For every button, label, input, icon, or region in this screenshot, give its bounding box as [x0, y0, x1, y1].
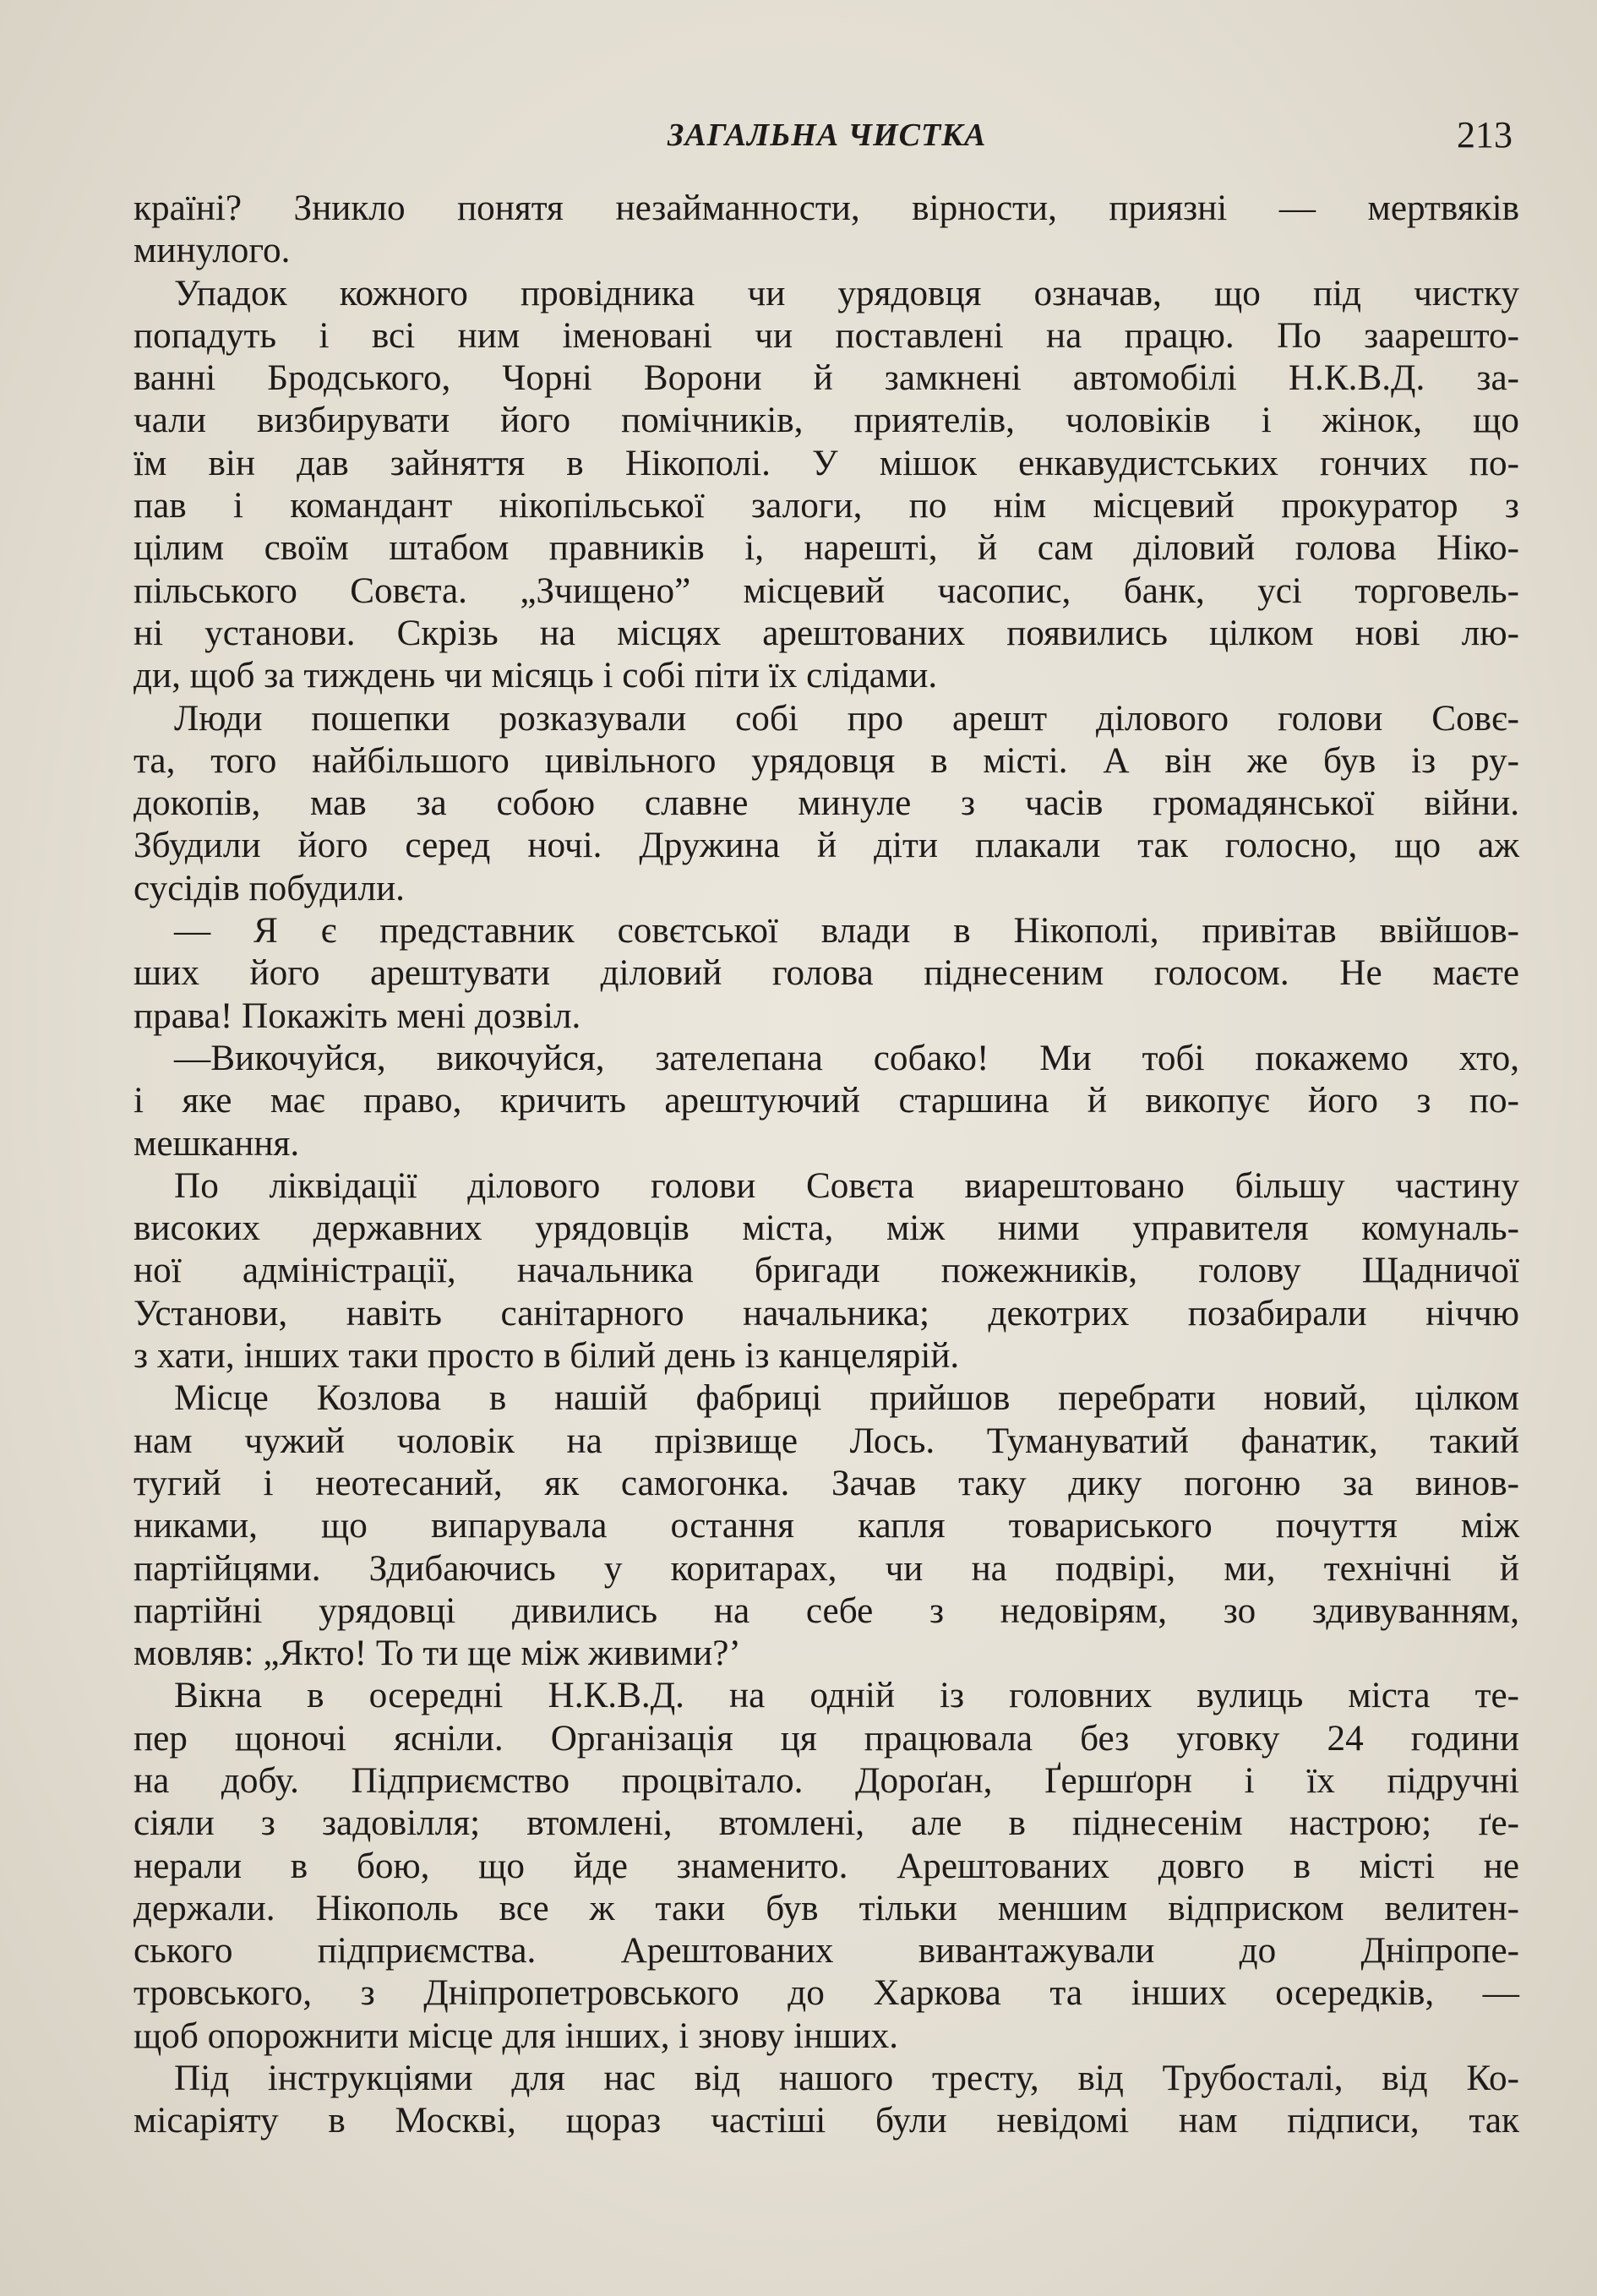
text-line: тугий і неотесаний, як самогонка. Зачав таку дику погоню за винов- — [134, 1463, 1519, 1503]
text-line: ної адміністрації, начальника бригади пожежників, голову Щадничої — [134, 1251, 1519, 1291]
text-line: Місце Козлова в нашій фабриці прийшов перебрати новий, цілком — [174, 1378, 1519, 1419]
text-line: пав і командант нікопільської залоги, по нім місцевий прокуратор з — [134, 486, 1519, 526]
text-line: Люди пошепки розказували собі про арешт ділового голови Совє- — [174, 698, 1519, 739]
body-text — [134, 188, 1519, 2143]
text-line: місаріяту в Москві, щораз частіші були невідомі нам підписи, так — [134, 2101, 1519, 2141]
text-line: ського підприємства. Арештованих вивантажували до Дніпропе- — [134, 1931, 1519, 1972]
text-line: і яке має право, кричить арештуючий старшина й викопує його з по- — [134, 1081, 1519, 1121]
text-line: сіяли з задовілля; втомлені, втомлені, але в піднесенім настрою; ґе- — [134, 1803, 1519, 1844]
text-line: цілим своїм штабом правників і, нарешті, й сам діловий голова Ніко- — [134, 528, 1519, 569]
paragraph — [134, 1038, 1519, 1165]
paragraph — [134, 910, 1519, 1038]
text-line: —Викочуйся, викочуйся, зателепана собако! Ми тобі покажемо хто, — [174, 1038, 1519, 1078]
text-line: никами, що випарувала остання капля товариського почуття між — [134, 1506, 1519, 1546]
text-line: ших його арештувати діловий голова піднесеним голосом. Не маєте — [134, 953, 1519, 994]
paragraph — [134, 698, 1519, 910]
text-line: Упадок кожного провідника чи урядовця означав, що під чистку — [174, 273, 1519, 314]
paragraph — [134, 1377, 1519, 1675]
text-line: на добу. Підприємство процвітало. Дороґан, Ґершґорн і їх підручні — [134, 1760, 1519, 1801]
text-line: ванні Бродського, Чорні Ворони й замкнені автомобілі Н.К.В.Д. за- — [134, 358, 1519, 399]
text-line: держали. Нікополь все ж таки був тільки меншим відприском велитен- — [134, 1888, 1519, 1928]
text-line: минулого. — [134, 231, 291, 271]
text-line: тровського, з Дніпропетровського до Харкова та інших осередків, — — [134, 1973, 1519, 2014]
text-line: сусідів побудили. — [134, 868, 405, 908]
text-line: їм він дав зайняття в Нікополі. У мішок енкавудистських гончих по- — [134, 443, 1519, 483]
text-line: країні? Зникло понятя незайманности, вірности, приязні — мертвяків — [134, 188, 1519, 228]
running-title: ЗАГАЛЬНА ЧИСТКА — [668, 117, 987, 153]
text-line: чали визбирувати його помічників, приятелів, чоловіків і жінок, що — [134, 401, 1519, 441]
paragraph — [134, 2058, 1519, 2143]
text-line: нам чужий чоловік на прізвище Лось. Тумануватий фанатик, такий — [134, 1421, 1519, 1461]
text-line: ди, щоб за тиждень чи місяць і собі піти їх слідами. — [134, 656, 938, 696]
page-number: 213 — [1457, 114, 1513, 155]
text-line: докопів, мав за собою славне минуле з часів громадянської війни. — [134, 783, 1519, 824]
paragraph — [134, 1165, 1519, 1377]
text-line: Вікна в осередні Н.К.В.Д. на одній із головних вулиць міста те- — [174, 1676, 1519, 1716]
text-line: мовляв: „Якто! То ти ще між живими?’ — [134, 1633, 741, 1674]
text-line: партійцями. Здибаючись у коритарах, чи на подвірі, ми, технічні й — [134, 1548, 1519, 1589]
text-line: та, того найбільшого цивільного урядовця в місті. А він же був із ру- — [134, 740, 1519, 781]
text-line: попадуть і всі ним іменовані чи поставлені на працю. По заарешто- — [134, 315, 1519, 356]
text-line: пільського Совєта. „Зчищено” місцевий часопис, банк, усі торговель- — [134, 570, 1519, 611]
text-line: з хати, інших таки просто в білий день із канцелярій. — [134, 1336, 960, 1377]
text-line: Під інструкціями для нас від нашого тресту, від Трубосталі, від Ко- — [174, 2059, 1519, 2099]
text-line: нерали в бою, що йде знаменито. Арештованих довго в місті не — [134, 1846, 1519, 1886]
paragraph — [134, 188, 1519, 273]
text-line: мешкання. — [134, 1123, 300, 1164]
text-line: Збудили його серед ночі. Дружина й діти плакали так голосно, що аж — [134, 826, 1519, 866]
text-line: партійні урядовці дивились на себе з недовірям, зо здивуванням, — [134, 1590, 1519, 1631]
text-line: високих державних урядовців міста, між ними управителя комуналь- — [134, 1208, 1519, 1249]
text-line: права! Покажіть мені дозвіл. — [134, 995, 581, 1036]
text-line: — Я є представник совєтської влади в Нікополі, привітав ввійшов- — [174, 911, 1519, 952]
text-line: Установи, навіть санітарного начальника; декотрих позабирали ніччю — [134, 1293, 1519, 1333]
text-line: ні установи. Скрізь на місцях арештованих появились цілком нові лю- — [134, 613, 1519, 653]
text-line: щоб опорожнити місце для інших, і знову інших. — [134, 2015, 899, 2056]
paragraph — [134, 273, 1519, 698]
text-line: пер щоночі ясніли. Організація ця працювала без уговку 24 години — [134, 1718, 1519, 1759]
paragraph — [134, 1675, 1519, 2058]
text-line: По ліквідації ділового голови Совєта виарештовано більшу частину — [174, 1165, 1519, 1206]
